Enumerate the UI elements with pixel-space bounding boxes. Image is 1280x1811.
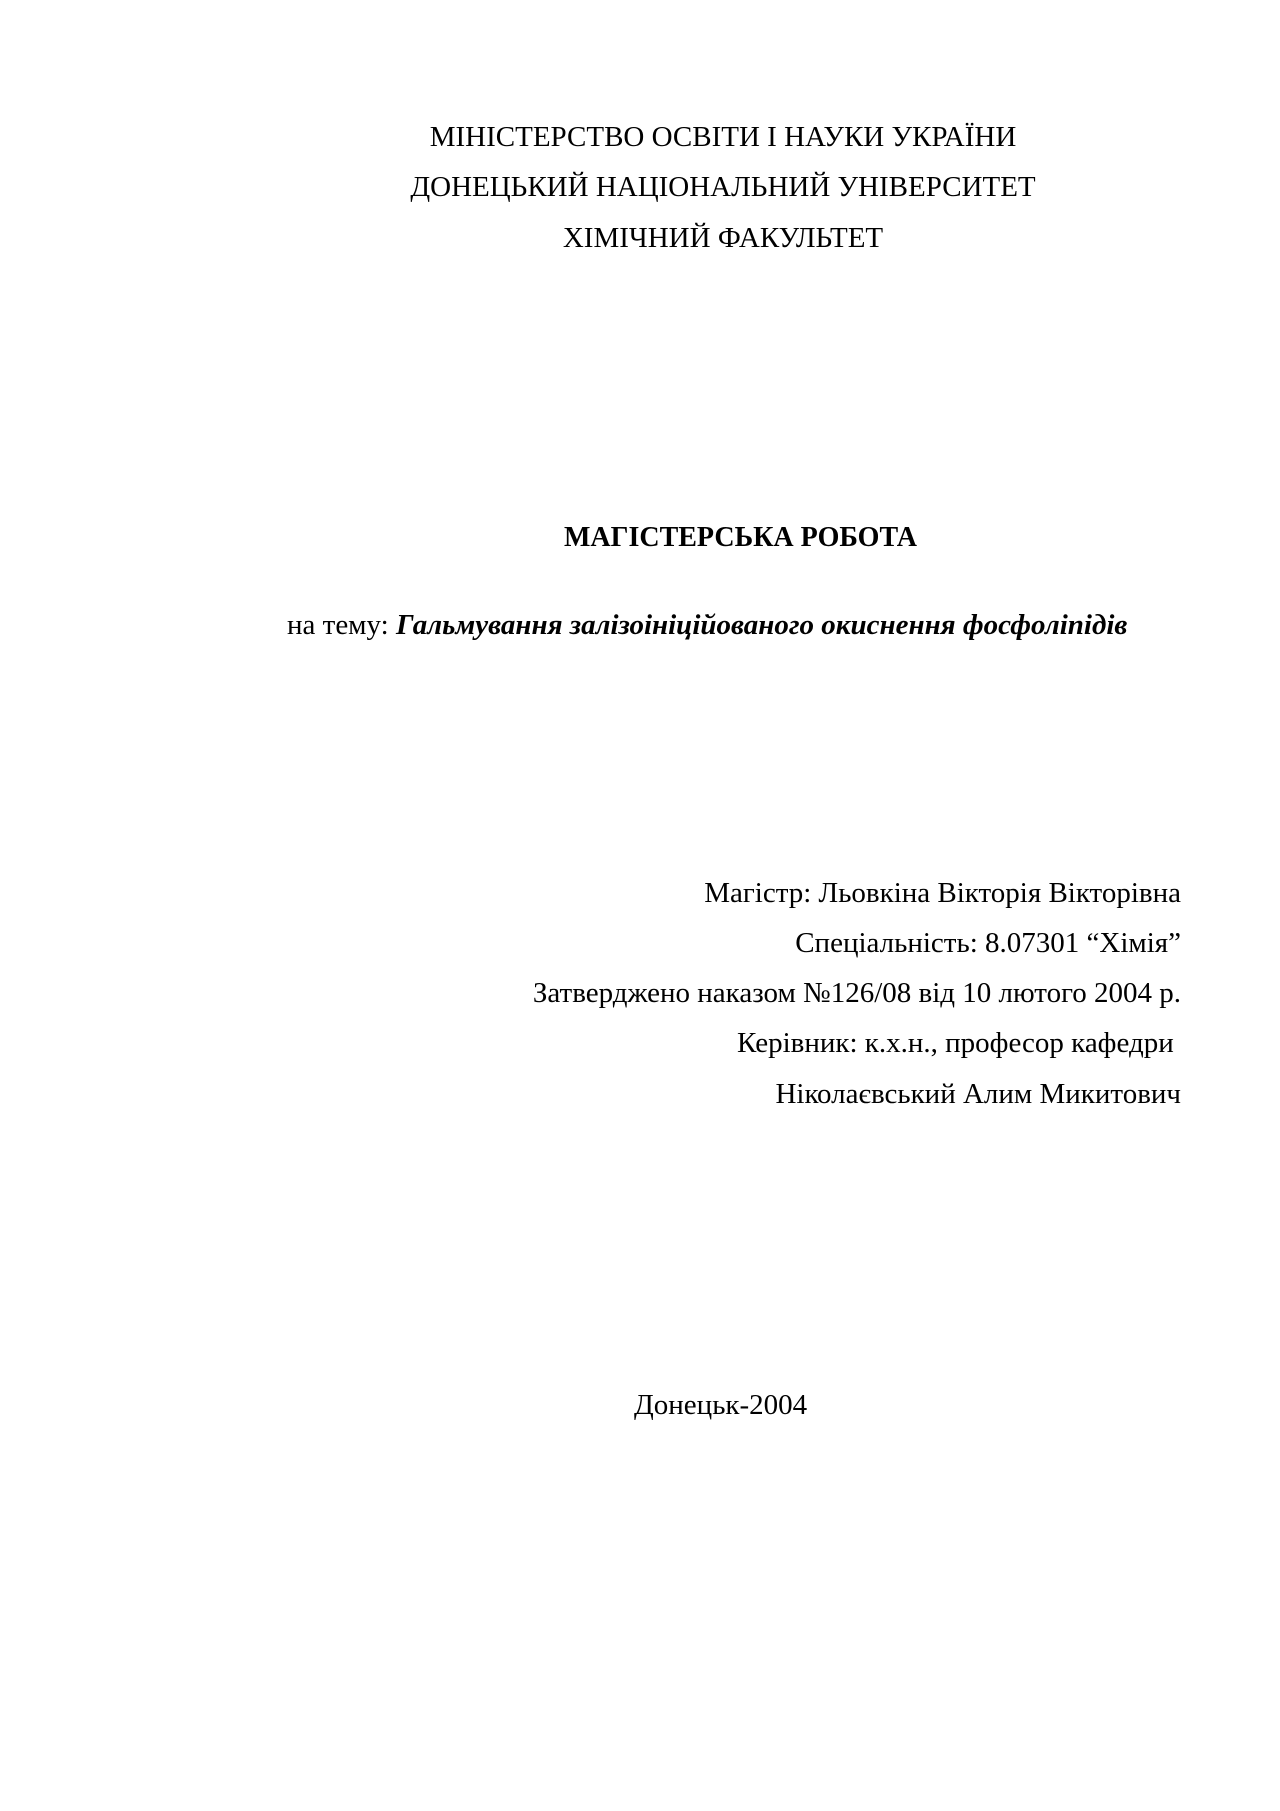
work-type-title: МАГІСТЕРСЬКА РОБОТА <box>564 522 917 553</box>
approval-line: Затверджено наказом №126/08 від 10 лютого 2004 р. <box>532 977 1181 1009</box>
topic-line <box>287 607 1127 643</box>
supervisor-name-line: Ніколаєвський Алим Микитович <box>775 1078 1181 1110</box>
topic-label: на тему: <box>287 609 396 641</box>
supervisor-line: Керівник: к.х.н., професор кафедри <box>736 1027 1181 1059</box>
university-heading: ДОНЕЦЬКИЙ НАЦІОНАЛЬНИЙ УНІВЕРСИТЕТ <box>410 171 1036 203</box>
city-year: Донецьк-2004 <box>634 1389 808 1421</box>
student-line: Магістр: Льовкіна Вікторія Вікторівна <box>704 877 1181 909</box>
faculty-heading: ХІМІЧНИЙ ФАКУЛЬТЕТ <box>562 222 884 254</box>
speciality-line: Спеціальність: 8.07301 “Хімія” <box>795 927 1181 959</box>
ministry-heading: МІНІСТЕРСТВО ОСВІТИ І НАУКИ УКРАЇНИ <box>429 121 1017 153</box>
topic-title: Гальмування залізоініційованого окиснення фосфоліпідів <box>395 609 1128 641</box>
